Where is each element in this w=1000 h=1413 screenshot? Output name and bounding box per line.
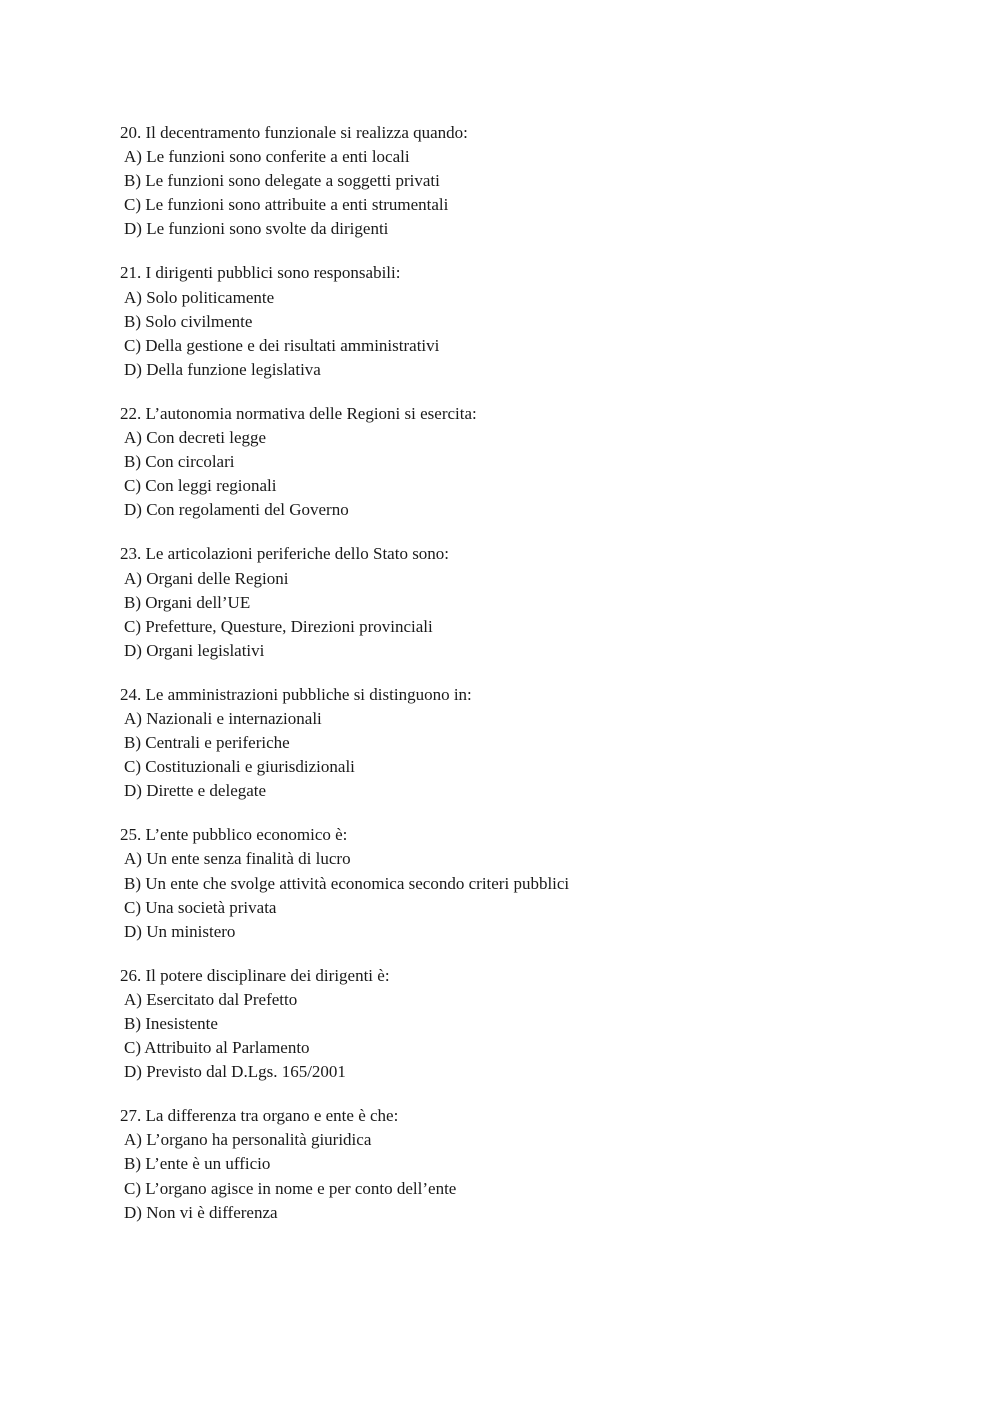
question-23 <box>120 542 880 662</box>
question-text: 24. Le amministrazioni pubbliche si distinguono in: <box>120 684 472 704</box>
answer-option-a: A) L’organo ha personalità giuridica <box>124 1130 372 1150</box>
answer-option-d: D) Un ministero <box>124 921 236 941</box>
question-26 <box>120 964 880 1084</box>
answer-option-c: C) Della gestione e dei risultati amministrativi <box>124 335 440 355</box>
question-list <box>120 121 880 1245</box>
answer-option-c: C) Con leggi regionali <box>124 476 277 496</box>
answer-option-a: A) Nazionali e internazionali <box>124 708 322 728</box>
question-25 <box>120 823 880 943</box>
answer-option-b: B) L’ente è un ufficio <box>124 1154 271 1174</box>
answer-option-d: D) Le funzioni sono svolte da dirigenti <box>124 219 389 239</box>
answer-option-d: D) Della funzione legislativa <box>124 359 321 379</box>
answer-option-a: A) Con decreti legge <box>124 428 267 448</box>
answer-option-b: B) Inesistente <box>124 1014 218 1033</box>
answer-option-c: C) Attribuito al Parlamento <box>124 1038 310 1058</box>
question-text: 22. L’autonomia normativa delle Regioni si esercita: <box>120 403 477 423</box>
answer-option-d: D) Organi legislativi <box>124 640 265 660</box>
answer-option-a: A) Esercitato dal Prefetto <box>124 989 298 1009</box>
answer-option-b: B) Le funzioni sono delegate a soggetti privati <box>124 171 440 191</box>
question-text: 25. L’ente pubblico economico è: <box>120 825 348 845</box>
answer-option-b: B) Solo civilmente <box>124 311 253 331</box>
answer-option-c: C) Una società privata <box>124 897 277 917</box>
question-text: 20. Il decentramento funzionale si realizza quando: <box>120 123 468 142</box>
question-21 <box>120 261 880 381</box>
answer-option-a: A) Solo politicamente <box>124 287 275 307</box>
answer-option-b: B) Con circolari <box>124 452 235 472</box>
question-27 <box>120 1104 880 1224</box>
answer-option-c: C) Prefetture, Questure, Direzioni provinciali <box>124 616 433 636</box>
answer-option-b: B) Un ente che svolge attività economica secondo criteri pubblici <box>124 873 570 893</box>
answer-option-a: A) Un ente senza finalità di lucro <box>124 849 351 869</box>
question-22 <box>120 402 880 522</box>
answer-option-a: A) Organi delle Regioni <box>124 568 289 588</box>
answer-option-c: C) Costituzionali e giurisdizionali <box>124 757 355 777</box>
answer-option-d: D) Previsto dal D.Lgs. 165/2001 <box>124 1062 346 1082</box>
answer-option-d: D) Con regolamenti del Governo <box>124 500 349 520</box>
question-text: 21. I dirigenti pubblici sono responsabili: <box>120 263 401 283</box>
question-text: 23. Le articolazioni periferiche dello Stato sono: <box>120 544 450 564</box>
question-24 <box>120 683 880 803</box>
answer-option-c: C) L’organo agisce in nome e per conto dell’ente <box>124 1178 457 1198</box>
answer-option-c: C) Le funzioni sono attribuite a enti strumentali <box>124 195 449 215</box>
question-text: 27. La differenza tra organo e ente è che: <box>120 1106 399 1126</box>
answer-option-a: A) Le funzioni sono conferite a enti locali <box>124 147 410 167</box>
question-20 <box>120 121 880 241</box>
answer-option-b: B) Organi dell’UE <box>124 592 251 612</box>
answer-option-d: D) Dirette e delegate <box>124 781 267 801</box>
question-text: 26. Il potere disciplinare dei dirigenti è: <box>120 965 390 985</box>
answer-option-d: D) Non vi è differenza <box>124 1202 278 1222</box>
answer-option-b: B) Centrali e periferiche <box>124 733 290 753</box>
